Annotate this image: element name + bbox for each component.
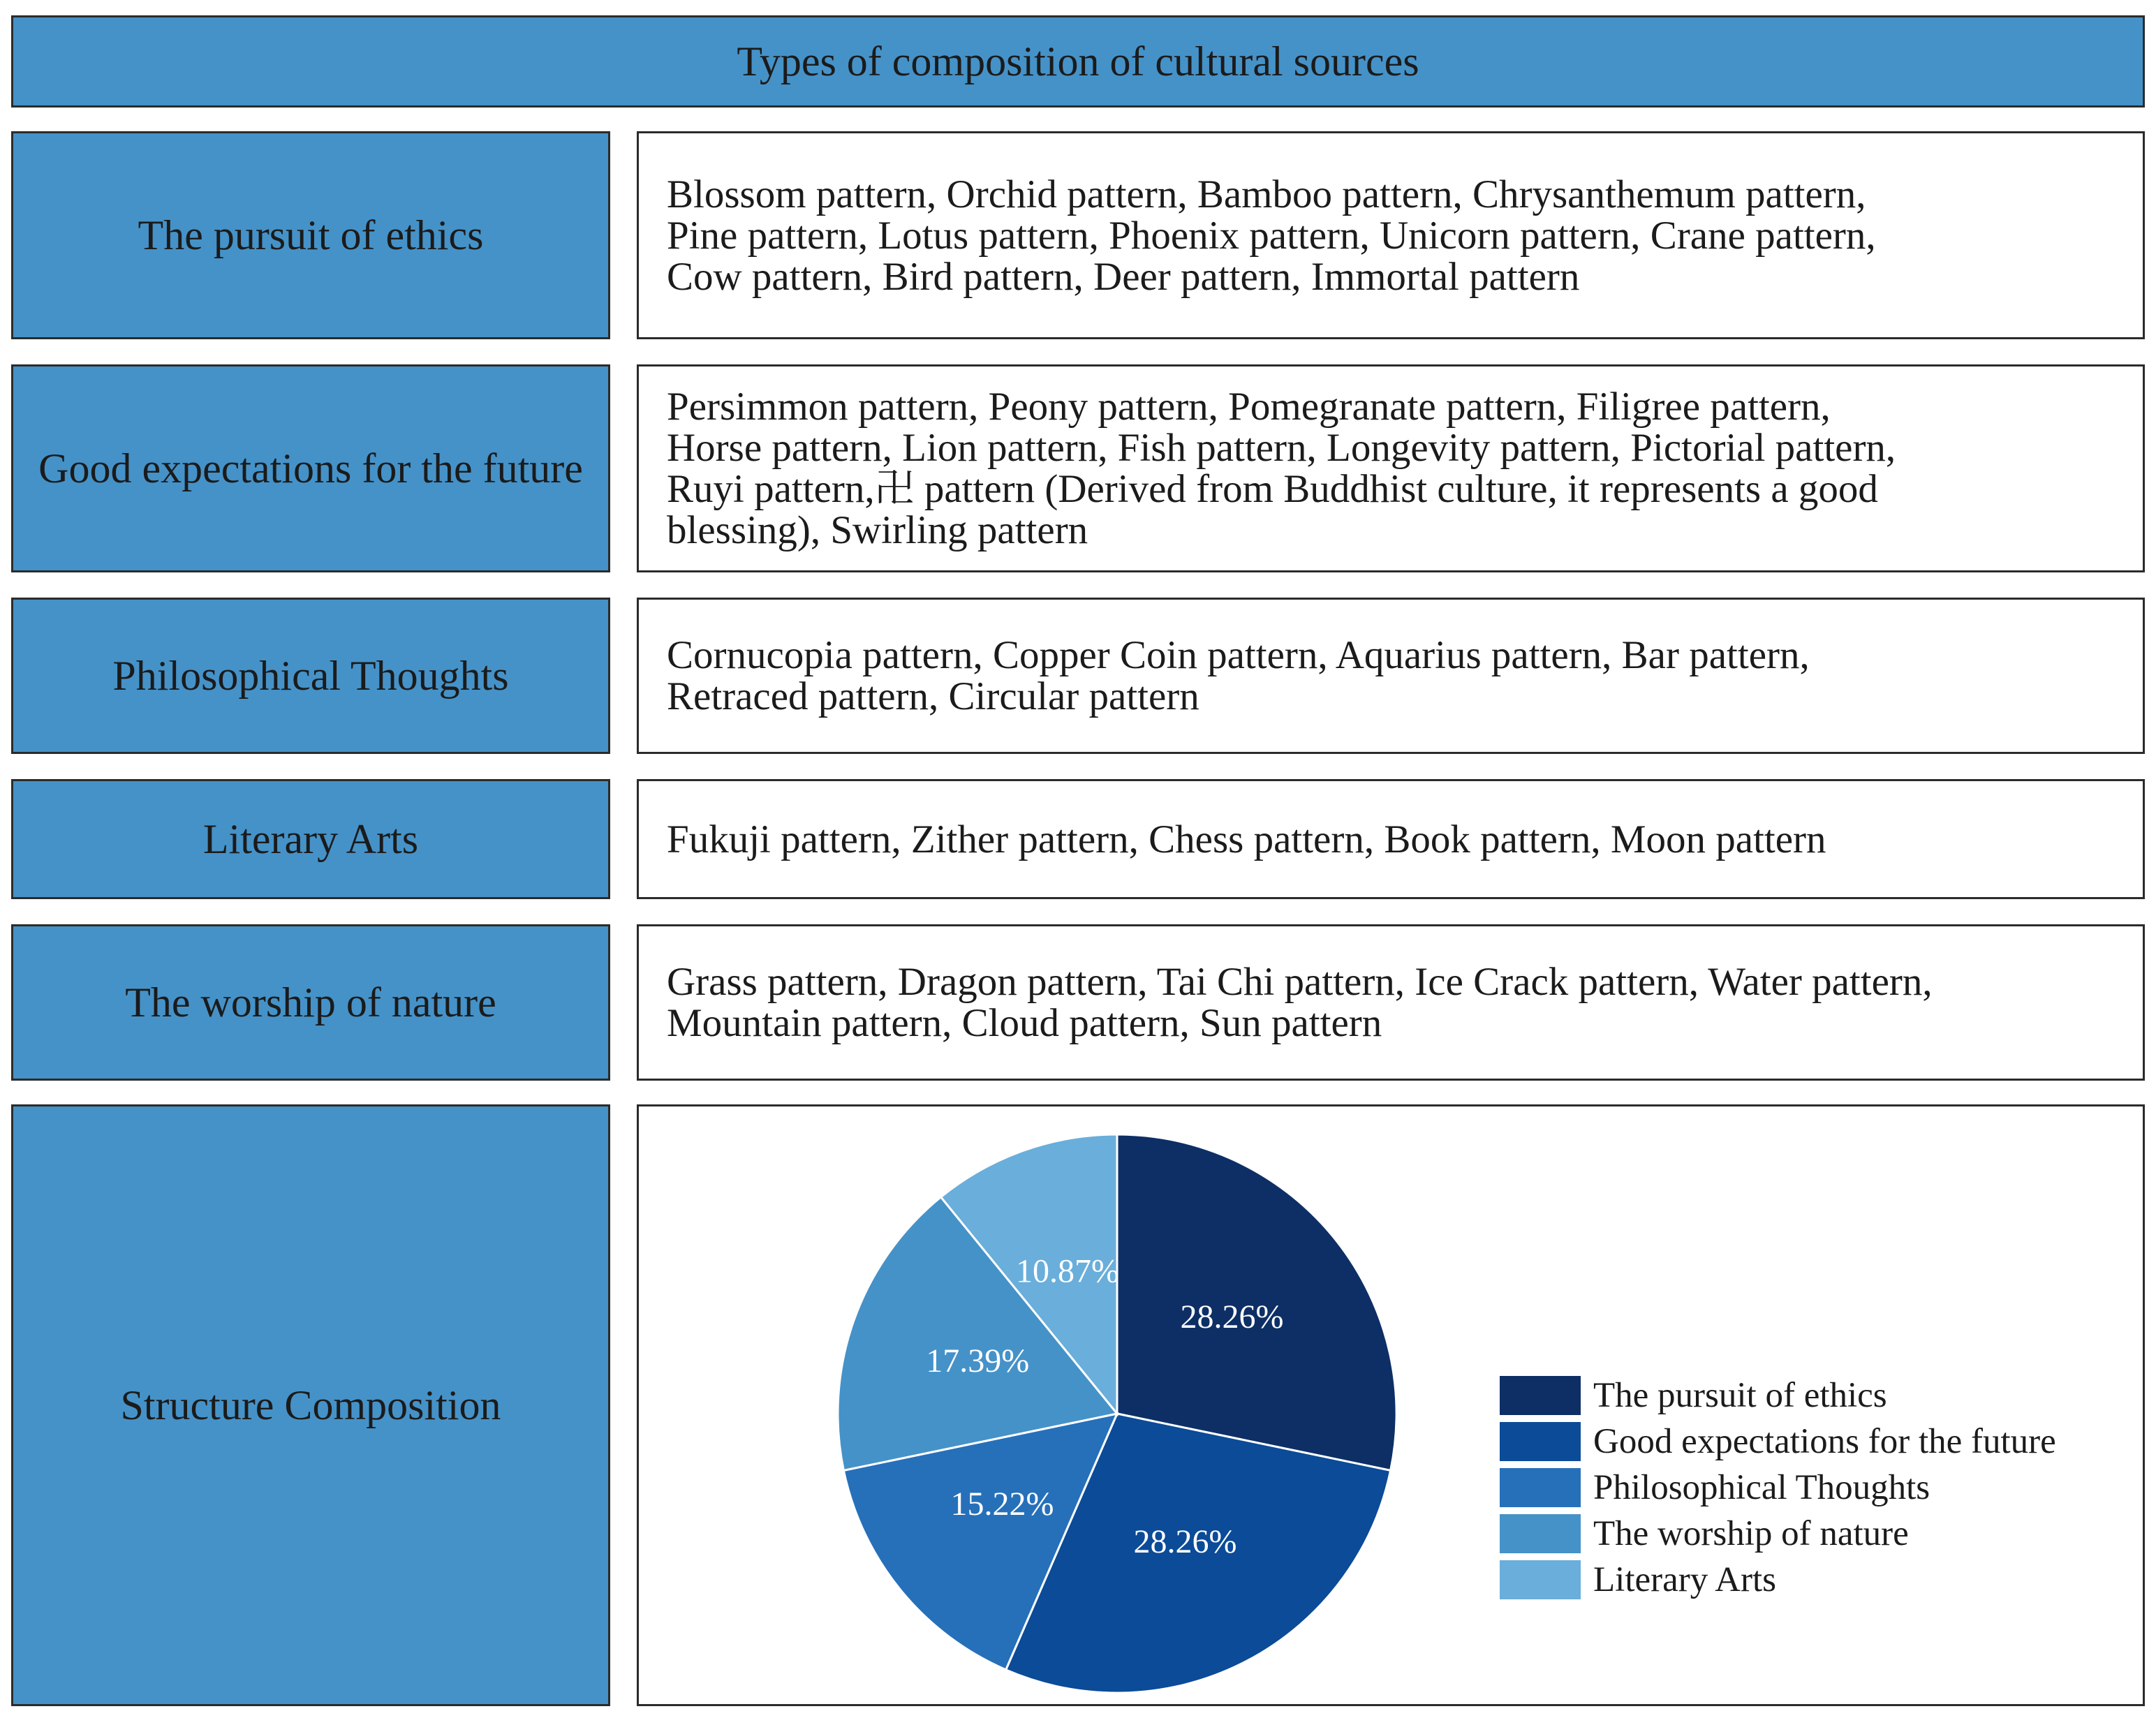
pattern-line: Grass pattern, Dragon pattern, Tai Chi pattern, Ice Crack pattern, Water pattern, (667, 960, 1933, 1004)
pie-slice-label: 28.26% (1180, 1298, 1284, 1336)
pattern-line: Cow pattern, Bird pattern, Deer pattern, Immortal pattern (667, 254, 1580, 299)
legend-label: Good expectations for the future (1593, 1422, 2056, 1461)
category-label: Philosophical Thoughts (112, 652, 509, 699)
category-cell-structure (11, 1104, 610, 1706)
structure-label: Structure Composition (120, 1382, 501, 1428)
legend-item (1500, 1372, 2056, 1419)
pattern-cell-philosophy (637, 598, 2145, 754)
pattern-line: blessing), Swirling pattern (667, 508, 1088, 552)
legend-item (1500, 1465, 2056, 1511)
category-label: The pursuit of ethics (138, 212, 484, 258)
chart-legend (1500, 1372, 2056, 1603)
category-cell-nature (11, 924, 610, 1081)
category-label: The worship of nature (125, 979, 496, 1026)
category-label: Literary Arts (202, 815, 419, 862)
pattern-line: Ruyi pattern,卍 pattern (Derived from Buddhist culture, it represents a good (667, 467, 1878, 511)
pie-chart (824, 1120, 1410, 1707)
pattern-line: Cornucopia pattern, Copper Coin pattern, Aquarius pattern, Bar pattern, (667, 633, 1810, 677)
legend-swatch (1500, 1560, 1581, 1599)
legend-swatch (1500, 1514, 1581, 1553)
legend-label: Literary Arts (1593, 1560, 1776, 1599)
legend-label: Philosophical Thoughts (1593, 1468, 1930, 1507)
pattern-list (639, 635, 1845, 717)
table-title-text: Types of composition of cultural sources (737, 38, 1419, 84)
category-cell-philosophy (11, 598, 610, 754)
pie-slice-label: 10.87% (1016, 1252, 1119, 1290)
legend-item (1500, 1557, 2056, 1603)
pattern-line: Retraced pattern, Circular pattern (667, 674, 1199, 718)
category-cell-literary (11, 779, 610, 899)
legend-swatch (1500, 1422, 1581, 1461)
pattern-list (639, 819, 1861, 860)
pattern-list (639, 961, 1967, 1044)
legend-label: The worship of nature (1593, 1514, 1909, 1553)
pie-slice-label: 28.26% (1133, 1523, 1237, 1561)
pie-slice-label: 15.22% (950, 1485, 1054, 1523)
pattern-line: Mountain pattern, Cloud pattern, Sun pattern (667, 1001, 1382, 1045)
legend-swatch (1500, 1468, 1581, 1507)
pie-slice-label: 17.39% (926, 1342, 1030, 1380)
category-cell-ethics (11, 131, 610, 339)
pattern-line: Fukuji pattern, Zither pattern, Chess pattern, Book pattern, Moon pattern (667, 817, 1826, 861)
pattern-cell-ethics (637, 131, 2145, 339)
pattern-line: Pine pattern, Lotus pattern, Phoenix pattern, Unicorn pattern, Crane pattern, (667, 213, 1876, 258)
legend-item (1500, 1419, 2056, 1465)
category-label: Good expectations for the future (38, 445, 583, 491)
pattern-cell-literary (637, 779, 2145, 899)
legend-swatch (1500, 1376, 1581, 1415)
legend-label: The pursuit of ethics (1593, 1376, 1887, 1415)
pattern-cell-expectations (637, 364, 2145, 572)
pattern-line: Horse pattern, Lion pattern, Fish pattern, Longevity pattern, Pictorial pattern, (667, 426, 1896, 470)
legend-item (1500, 1511, 2056, 1557)
pattern-cell-nature (637, 924, 2145, 1081)
category-cell-expectations (11, 364, 610, 572)
pattern-line: Blossom pattern, Orchid pattern, Bamboo pattern, Chrysanthemum pattern, (667, 172, 1866, 216)
pattern-line: Persimmon pattern, Peony pattern, Pomegranate pattern, Filigree pattern, (667, 385, 1831, 429)
table-title (11, 15, 2145, 108)
pattern-list (639, 174, 1911, 297)
pattern-list (639, 386, 1930, 551)
